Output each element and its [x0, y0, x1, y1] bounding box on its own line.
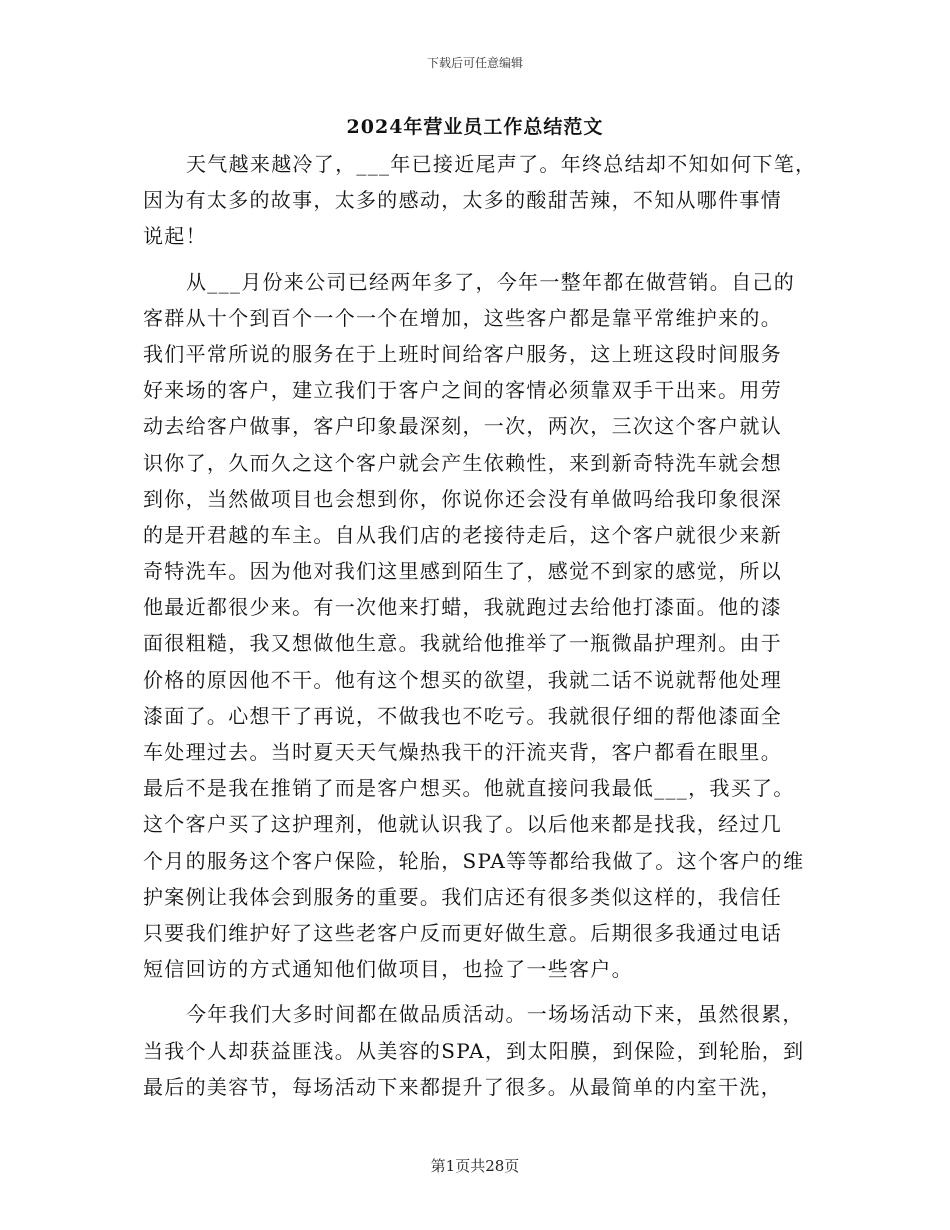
- text-line: 最后的美容节，每场活动下来都提升了很多。从最简单的内室干洗，: [143, 1074, 782, 1099]
- text-line: 只要我们维护好了这些老客户反而更好做生意。后期很多我通过电话: [143, 920, 782, 945]
- document-title: 2024年营业员工作总结范文: [346, 116, 604, 138]
- text-line: 因为有太多的故事，太多的感动，太多的酸甜苦辣，不知从哪件事情: [143, 188, 782, 213]
- text-line: 漆面了。心想干了再说，不做我也不吃亏。我就很仔细的帮他漆面全: [143, 703, 782, 728]
- text-line: 他最近都很少来。有一次他来打蜡，我就跑过去给他打漆面。他的漆: [143, 595, 782, 620]
- text-line: 当我个人却获益匪浅。从美容的SPA，到太阳膜，到保险，到轮胎，到: [143, 1038, 805, 1063]
- text-line: 价格的原因他不干。他有这个想买的欲望，我就二话不说就帮他处理: [143, 667, 782, 692]
- text-line: 动去给客户做事，客户印象最深刻，一次，两次，三次这个客户就认: [143, 414, 782, 439]
- text-line: 天气越来越冷了，___年已接近尾声了。年终总结却不知如何下笔，: [186, 152, 817, 176]
- text-line: 个月的服务这个客户保险，轮胎，SPA等等都给我做了。这个客户的维: [143, 848, 805, 873]
- text-line: 护案例让我体会到服务的重要。我们店还有很多类似这样的，我信任: [143, 884, 782, 909]
- text-line: 最后不是我在推销了而是客户想买。他就直接问我最低___，我买了。: [143, 776, 795, 801]
- text-line: 面很粗糙，我又想做他生意。我就给他推举了一瓶微晶护理剂。由于: [143, 631, 782, 656]
- text-line: 奇特洗车。因为他对我们这里感到陌生了，感觉不到家的感觉，所以: [143, 559, 782, 584]
- text-line: 到你，当然做项目也会想到你，你说你还会没有单做吗给我印象很深: [143, 486, 782, 511]
- text-line: 车处理过去。当时夏天天气燥热我干的汗流夹背，客户都看在眼里。: [143, 740, 782, 764]
- text-line: 从___月份来公司已经两年多了，今年一整年都在做营销。自己的: [186, 269, 795, 294]
- text-line: 我们平常所说的服务在于上班时间给客户服务，这上班这段时间服务: [143, 341, 782, 366]
- document-body: [143, 146, 817, 1105]
- text-line: 客群从十个到百个一个一个在增加，这些客户都是靠平常维护来的。: [143, 305, 782, 330]
- text-line: 这个客户买了这护理剂，他就认识我了。以后他来都是找我，经过几: [143, 812, 782, 837]
- text-line: 好来场的客户，建立我们于客户之间的客情必须靠双手干出来。用劳: [143, 378, 782, 403]
- text-line: 的是开君越的车主。自从我们店的老接待走后，这个客户就很少来新: [143, 522, 782, 547]
- text-line: 今年我们大多时间都在做品质活动。一场场活动下来，虽然很累，: [186, 1002, 804, 1027]
- text-line: 短信回访的方式通知他们做项目，也捡了一些客户。: [143, 957, 633, 982]
- text-line: 说起！: [143, 224, 207, 249]
- page-number: 第1页共28页: [430, 1157, 520, 1175]
- header-note: 下载后可任意编辑: [426, 56, 523, 70]
- text-line: 识你了，久而久之这个客户就会产生依赖性，来到新奇特洗车就会想: [143, 450, 782, 475]
